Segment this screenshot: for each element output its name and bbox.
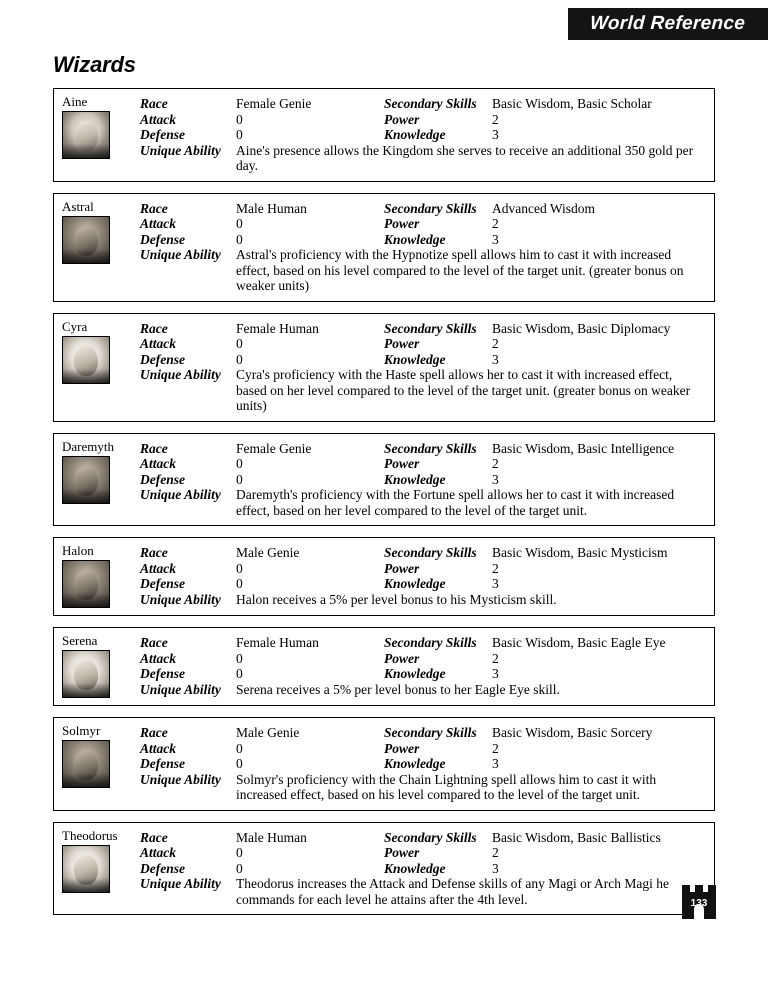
label-knowledge: Knowledge xyxy=(384,351,446,367)
stat-row-unique-ability xyxy=(140,876,706,907)
value-knowledge: 3 xyxy=(492,471,499,487)
wizard-name: Serena xyxy=(62,633,98,648)
label-race: Race xyxy=(140,200,168,216)
label-unique-ability: Unique Ability xyxy=(140,142,221,158)
header-title: World Reference xyxy=(589,13,747,34)
stat-row-defense xyxy=(140,352,706,368)
label-defense: Defense xyxy=(140,471,185,487)
label-attack: Attack xyxy=(140,216,176,231)
label-unique-ability: Unique Ability xyxy=(140,247,221,262)
value-secondary-skills: Basic Wisdom, Basic Ballistics xyxy=(492,829,661,845)
wizard-card xyxy=(53,88,715,182)
value-secondary-skills: Basic Wisdom, Basic Sorcery xyxy=(492,725,653,740)
value-secondary-skills: Advanced Wisdom xyxy=(492,200,596,216)
value-race: Female Genie xyxy=(236,440,312,456)
label-knowledge: Knowledge xyxy=(384,860,446,876)
value-attack: 0 xyxy=(236,845,243,860)
label-secondary-skills: Secondary Skills xyxy=(384,320,477,336)
label-knowledge: Knowledge xyxy=(384,231,446,247)
page-footer xyxy=(682,885,716,919)
stat-row-unique-ability xyxy=(140,592,706,608)
stat-row-attack xyxy=(140,651,706,667)
value-knowledge: 3 xyxy=(492,127,499,142)
value-unique-ability: Solmyr's proficiency with the Chain Lightning spell allows him to cast it with increased effect, based on his level compared to the level of the target unit. xyxy=(236,771,657,802)
value-race: Female Human xyxy=(236,635,319,650)
label-race: Race xyxy=(140,320,168,336)
wizard-card xyxy=(53,313,715,422)
stat-row-race xyxy=(140,201,706,217)
label-secondary-skills: Secondary Skills xyxy=(384,635,477,650)
stat-row-unique-ability xyxy=(140,772,706,803)
label-power: Power xyxy=(384,740,420,756)
label-attack: Attack xyxy=(140,456,176,471)
wizard-name: Halon xyxy=(62,543,94,558)
stat-row-unique-ability xyxy=(140,143,706,174)
wizard-name: Daremyth xyxy=(62,438,114,454)
value-secondary-skills: Basic Wisdom, Basic Diplomacy xyxy=(492,320,671,336)
stat-row-attack xyxy=(140,216,706,232)
value-knowledge: 3 xyxy=(492,576,499,591)
label-power: Power xyxy=(384,560,420,576)
label-attack: Attack xyxy=(140,560,176,576)
label-defense: Defense xyxy=(140,666,185,681)
astral-portrait xyxy=(62,216,110,264)
wizard-identity xyxy=(62,200,140,264)
value-attack: 0 xyxy=(236,560,243,576)
aine-portrait xyxy=(62,111,110,159)
value-power: 2 xyxy=(492,560,499,576)
label-secondary-skills: Secondary Skills xyxy=(384,440,477,456)
wizard-stats xyxy=(140,320,706,414)
value-attack: 0 xyxy=(236,111,243,127)
value-secondary-skills: Basic Wisdom, Basic Intelligence xyxy=(492,440,675,456)
label-defense: Defense xyxy=(140,576,185,591)
wizard-name: Theodorus xyxy=(62,827,118,843)
value-race: Female Human xyxy=(236,320,319,336)
stat-row-unique-ability xyxy=(140,247,706,294)
wizard-identity xyxy=(62,829,140,893)
value-defense: 0 xyxy=(236,756,243,771)
label-unique-ability: Unique Ability xyxy=(140,487,221,502)
wizard-card xyxy=(53,537,715,616)
label-race: Race xyxy=(140,440,168,456)
label-power: Power xyxy=(384,845,420,860)
value-power: 2 xyxy=(492,111,499,127)
solmyr-portrait xyxy=(62,740,110,788)
value-knowledge: 3 xyxy=(492,756,499,771)
wizard-name: Astral xyxy=(62,198,94,214)
page-title: Wizards xyxy=(53,52,136,77)
label-unique-ability: Unique Ability xyxy=(140,681,221,697)
label-unique-ability: Unique Ability xyxy=(140,591,221,607)
value-defense: 0 xyxy=(236,351,243,367)
label-secondary-skills: Secondary Skills xyxy=(384,545,477,560)
label-power: Power xyxy=(384,216,420,231)
cyra-portrait xyxy=(62,336,110,384)
wizard-name: Cyra xyxy=(62,318,88,334)
label-secondary-skills: Secondary Skills xyxy=(384,200,477,216)
wizard-identity xyxy=(62,95,140,159)
wizard-stats xyxy=(140,440,706,519)
value-power: 2 xyxy=(492,845,499,860)
stat-row-defense xyxy=(140,127,706,143)
label-unique-ability: Unique Ability xyxy=(140,876,221,891)
value-unique-ability: Cyra's proficiency with the Haste spell allows her to cast it with increased effect, based on her level compared to the level of the target unit. (greater bonus on weaker units) xyxy=(236,367,691,413)
stat-row-race xyxy=(140,635,706,651)
wizard-card xyxy=(53,627,715,706)
value-race: Male Genie xyxy=(236,545,300,560)
label-knowledge: Knowledge xyxy=(384,127,446,142)
stat-row-attack xyxy=(140,112,706,128)
value-unique-ability: Aine's presence allows the Kingdom she serves to receive an additional 350 gold per day. xyxy=(236,142,694,173)
label-defense: Defense xyxy=(140,127,185,142)
value-defense: 0 xyxy=(236,666,243,681)
label-power: Power xyxy=(384,336,420,351)
stat-row-defense xyxy=(140,576,706,592)
label-knowledge: Knowledge xyxy=(384,666,446,681)
value-knowledge: 3 xyxy=(492,351,499,367)
wizard-name: Aine xyxy=(62,94,88,109)
wizard-stats xyxy=(140,724,706,803)
label-race: Race xyxy=(140,545,168,560)
wizard-identity xyxy=(62,544,140,608)
wizard-identity xyxy=(62,634,140,698)
label-attack: Attack xyxy=(140,111,176,127)
value-power: 2 xyxy=(492,336,499,351)
value-power: 2 xyxy=(492,216,499,231)
wizard-list xyxy=(53,88,715,926)
label-attack: Attack xyxy=(140,336,176,351)
stat-row-race xyxy=(140,321,706,337)
label-attack: Attack xyxy=(140,650,176,666)
theodorus-portrait xyxy=(62,845,110,893)
value-unique-ability: Astral's proficiency with the Hypnotize spell allows him to cast it with increased effect, based on his level compared to the level of the target unit. (greater bonus on weaker units) xyxy=(236,247,684,293)
label-race: Race xyxy=(140,829,168,845)
wizard-stats xyxy=(140,829,706,908)
stat-row-defense xyxy=(140,756,706,772)
stat-row-race xyxy=(140,545,706,561)
stat-row-defense xyxy=(140,232,706,248)
label-unique-ability: Unique Ability xyxy=(140,771,221,787)
serena-portrait xyxy=(62,650,110,698)
wizard-stats xyxy=(140,200,706,294)
value-attack: 0 xyxy=(236,650,243,666)
stat-row-attack xyxy=(140,845,706,861)
value-attack: 0 xyxy=(236,456,243,471)
value-defense: 0 xyxy=(236,231,243,247)
value-power: 2 xyxy=(492,650,499,666)
wizard-stats xyxy=(140,95,706,174)
label-defense: Defense xyxy=(140,860,185,876)
label-defense: Defense xyxy=(140,231,185,247)
label-power: Power xyxy=(384,456,420,471)
value-defense: 0 xyxy=(236,576,243,591)
label-attack: Attack xyxy=(140,740,176,756)
value-unique-ability: Halon receives a 5% per level bonus to his Mysticism skill. xyxy=(236,591,557,607)
castle-icon xyxy=(682,885,716,919)
value-race: Male Human xyxy=(236,829,307,845)
header-banner xyxy=(568,8,768,40)
value-defense: 0 xyxy=(236,860,243,876)
page-number: 133 xyxy=(690,898,708,909)
label-unique-ability: Unique Ability xyxy=(140,367,221,382)
label-power: Power xyxy=(384,111,420,127)
value-secondary-skills: Basic Wisdom, Basic Scholar xyxy=(492,96,652,111)
value-defense: 0 xyxy=(236,471,243,487)
wizard-stats xyxy=(140,544,706,608)
stat-row-race xyxy=(140,441,706,457)
wizard-card xyxy=(53,433,715,527)
stat-row-attack xyxy=(140,561,706,577)
label-knowledge: Knowledge xyxy=(384,756,446,771)
wizard-card xyxy=(53,193,715,302)
value-secondary-skills: Basic Wisdom, Basic Mysticism xyxy=(492,545,668,560)
label-knowledge: Knowledge xyxy=(384,576,446,591)
stat-row-attack xyxy=(140,741,706,757)
label-race: Race xyxy=(140,635,168,650)
label-defense: Defense xyxy=(140,756,185,771)
wizard-identity xyxy=(62,724,140,788)
value-power: 2 xyxy=(492,456,499,471)
stat-row-attack xyxy=(140,336,706,352)
value-defense: 0 xyxy=(236,127,243,142)
wizard-identity xyxy=(62,440,140,504)
stat-row-attack xyxy=(140,456,706,472)
value-unique-ability: Theodorus increases the Attack and Defense skills of any Magi or Arch Magi he commands for each level he attains after the 4th level. xyxy=(236,876,670,907)
value-attack: 0 xyxy=(236,740,243,756)
value-race: Female Genie xyxy=(236,96,312,111)
halon-portrait xyxy=(62,560,110,608)
label-secondary-skills: Secondary Skills xyxy=(384,829,477,845)
label-secondary-skills: Secondary Skills xyxy=(384,725,477,740)
value-attack: 0 xyxy=(236,216,243,231)
stat-row-race xyxy=(140,830,706,846)
value-attack: 0 xyxy=(236,336,243,351)
wizard-card xyxy=(53,717,715,811)
label-attack: Attack xyxy=(140,845,176,860)
value-knowledge: 3 xyxy=(492,231,499,247)
stat-row-defense xyxy=(140,861,706,877)
wizard-stats xyxy=(140,634,706,698)
value-knowledge: 3 xyxy=(492,666,499,681)
wizard-name: Solmyr xyxy=(62,723,101,738)
value-secondary-skills: Basic Wisdom, Basic Eagle Eye xyxy=(492,635,666,650)
daremyth-portrait xyxy=(62,456,110,504)
label-defense: Defense xyxy=(140,351,185,367)
stat-row-race xyxy=(140,96,706,112)
stat-row-unique-ability xyxy=(140,367,706,414)
label-race: Race xyxy=(140,725,168,740)
label-secondary-skills: Secondary Skills xyxy=(384,96,477,111)
label-knowledge: Knowledge xyxy=(384,471,446,487)
stat-row-race xyxy=(140,725,706,741)
value-unique-ability: Daremyth's proficiency with the Fortune spell allows her to cast it with increased effect, based on her level compared to the level of the target unit. xyxy=(236,487,675,518)
wizard-card xyxy=(53,822,715,916)
stat-row-unique-ability xyxy=(140,682,706,698)
stat-row-unique-ability xyxy=(140,487,706,518)
value-race: Male Human xyxy=(236,200,307,216)
stat-row-defense xyxy=(140,666,706,682)
value-power: 2 xyxy=(492,740,499,756)
label-race: Race xyxy=(140,96,168,111)
value-knowledge: 3 xyxy=(492,860,499,876)
value-unique-ability: Serena receives a 5% per level bonus to her Eagle Eye skill. xyxy=(236,681,560,697)
label-power: Power xyxy=(384,650,420,666)
value-race: Male Genie xyxy=(236,725,300,740)
wizard-identity xyxy=(62,320,140,384)
stat-row-defense xyxy=(140,472,706,488)
